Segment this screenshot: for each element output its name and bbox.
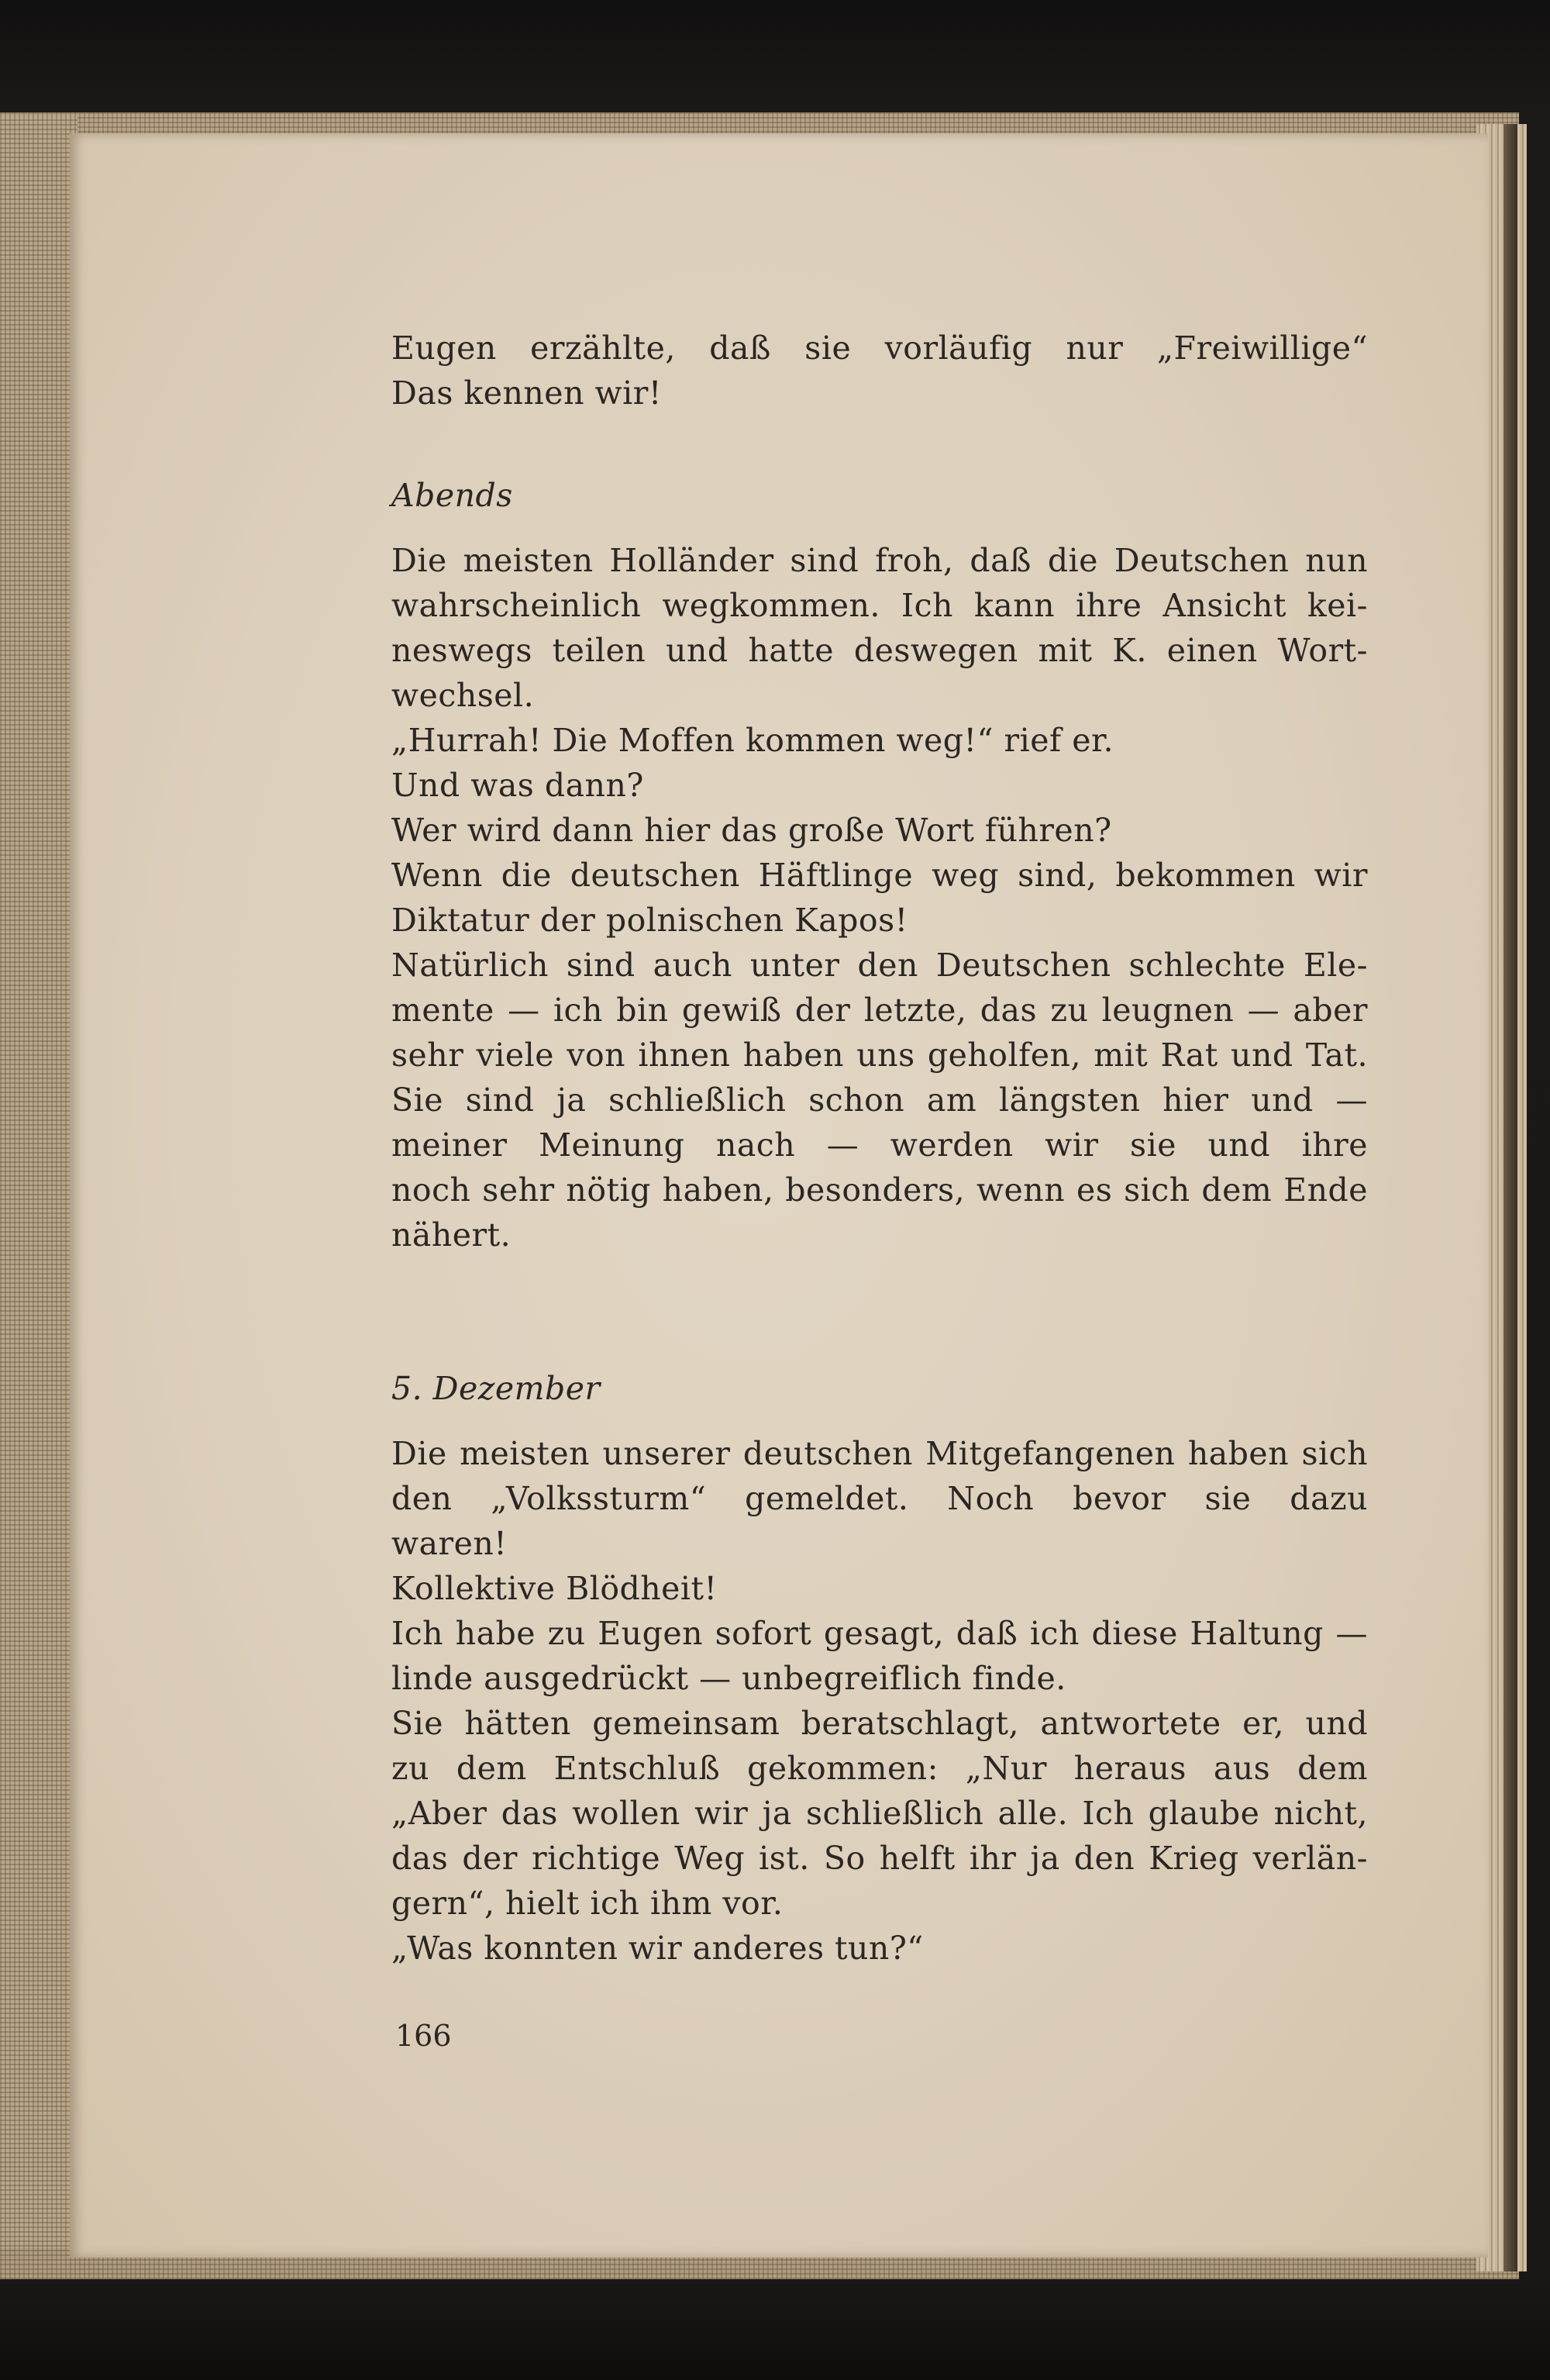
text-line: Das kennen wir! (391, 374, 662, 412)
text-line: Ich habe zu Eugen sofort gesagt, daß ich diese Haltung — (391, 1615, 1368, 1652)
text-line: Natürlich sind auch unter den Deutschen schlechte Ele- (391, 947, 1368, 984)
section-heading-abends: Abends (391, 477, 513, 514)
text-line: Kollektive Blödheit! (391, 1570, 718, 1607)
text-line: Sie hätten gemeinsam beratschlagt, antwortete er, und (391, 1705, 1368, 1742)
paragraph-gap (391, 518, 1368, 538)
page-text (391, 326, 1368, 1971)
text-line: noch sehr nötig haben, besonders, wenn es sich dem Ende (391, 1171, 1368, 1209)
text-line: sehr viele von ihnen haben uns geholfen, mit Rat und Tat. (391, 1037, 1368, 1074)
text-line: gern“, hielt ich ihm vor. (391, 1885, 784, 1922)
text-line: „Hurrah! Die Moffen kommen weg!“ rief er. (391, 722, 1114, 759)
text-line: das der richtige Weg ist. So helft ihr ja den Krieg verlän- (391, 1840, 1368, 1877)
text-line: mente — ich bin gewiß der letzte, das zu leugnen — aber (391, 992, 1368, 1029)
text-line: wechsel. (391, 677, 535, 714)
text-line: zu dem Entschluß gekommen: „Nur heraus aus dem (391, 1750, 1368, 1787)
text-line: Wenn die deutschen Häftlinge weg sind, bekommen wir (391, 857, 1368, 894)
section-heading-date: 5. Dezember (391, 1370, 601, 1407)
text-line: Die meisten Holländer sind froh, daß die Deutschen nun (391, 542, 1368, 579)
text-line: wahrscheinlich wegkommen. Ich kann ihre Ansicht kei- (391, 587, 1368, 624)
text-line: nähert. (391, 1216, 512, 1254)
page-number: 166 (395, 2019, 452, 2053)
text-line: waren! (391, 1525, 508, 1562)
page-edges-shadow (1504, 124, 1517, 2271)
text-line: „Was konnten wir anderes tun?“ (391, 1930, 924, 1967)
text-line: linde ausgedrückt — unbegreiflich finde. (391, 1660, 1066, 1697)
text-line: Eugen erzählte, daß sie vorläufig nur „Freiwillige“ (391, 329, 1368, 367)
paragraph-gap (391, 416, 1368, 473)
text-line: Die meisten unserer deutschen Mitgefangenen haben sich (391, 1435, 1368, 1472)
paragraph-gap (391, 1411, 1368, 1431)
text-line: Wer wird dann hier das große Wort führen? (391, 812, 1112, 849)
paragraph-gap (391, 1257, 1368, 1366)
text-line: neswegs teilen und hatte deswegen mit K. einen Wort- (391, 632, 1368, 669)
book-cover-spine-side (0, 116, 78, 2279)
text-line: den „Volkssturm“ gemeldet. Noch bevor sie dazu (391, 1480, 1368, 1517)
text-line: meiner Meinung nach — werden wir sie und ihre (391, 1126, 1368, 1164)
text-line: Sie sind ja schließlich schon am längsten hier und — (391, 1081, 1368, 1119)
text-line: Diktatur der polnischen Kapos! (391, 902, 908, 939)
text-line: „Aber das wollen wir ja schließlich alle. Ich glaube nicht, (391, 1795, 1368, 1832)
text-line: Und was dann? (391, 767, 644, 804)
